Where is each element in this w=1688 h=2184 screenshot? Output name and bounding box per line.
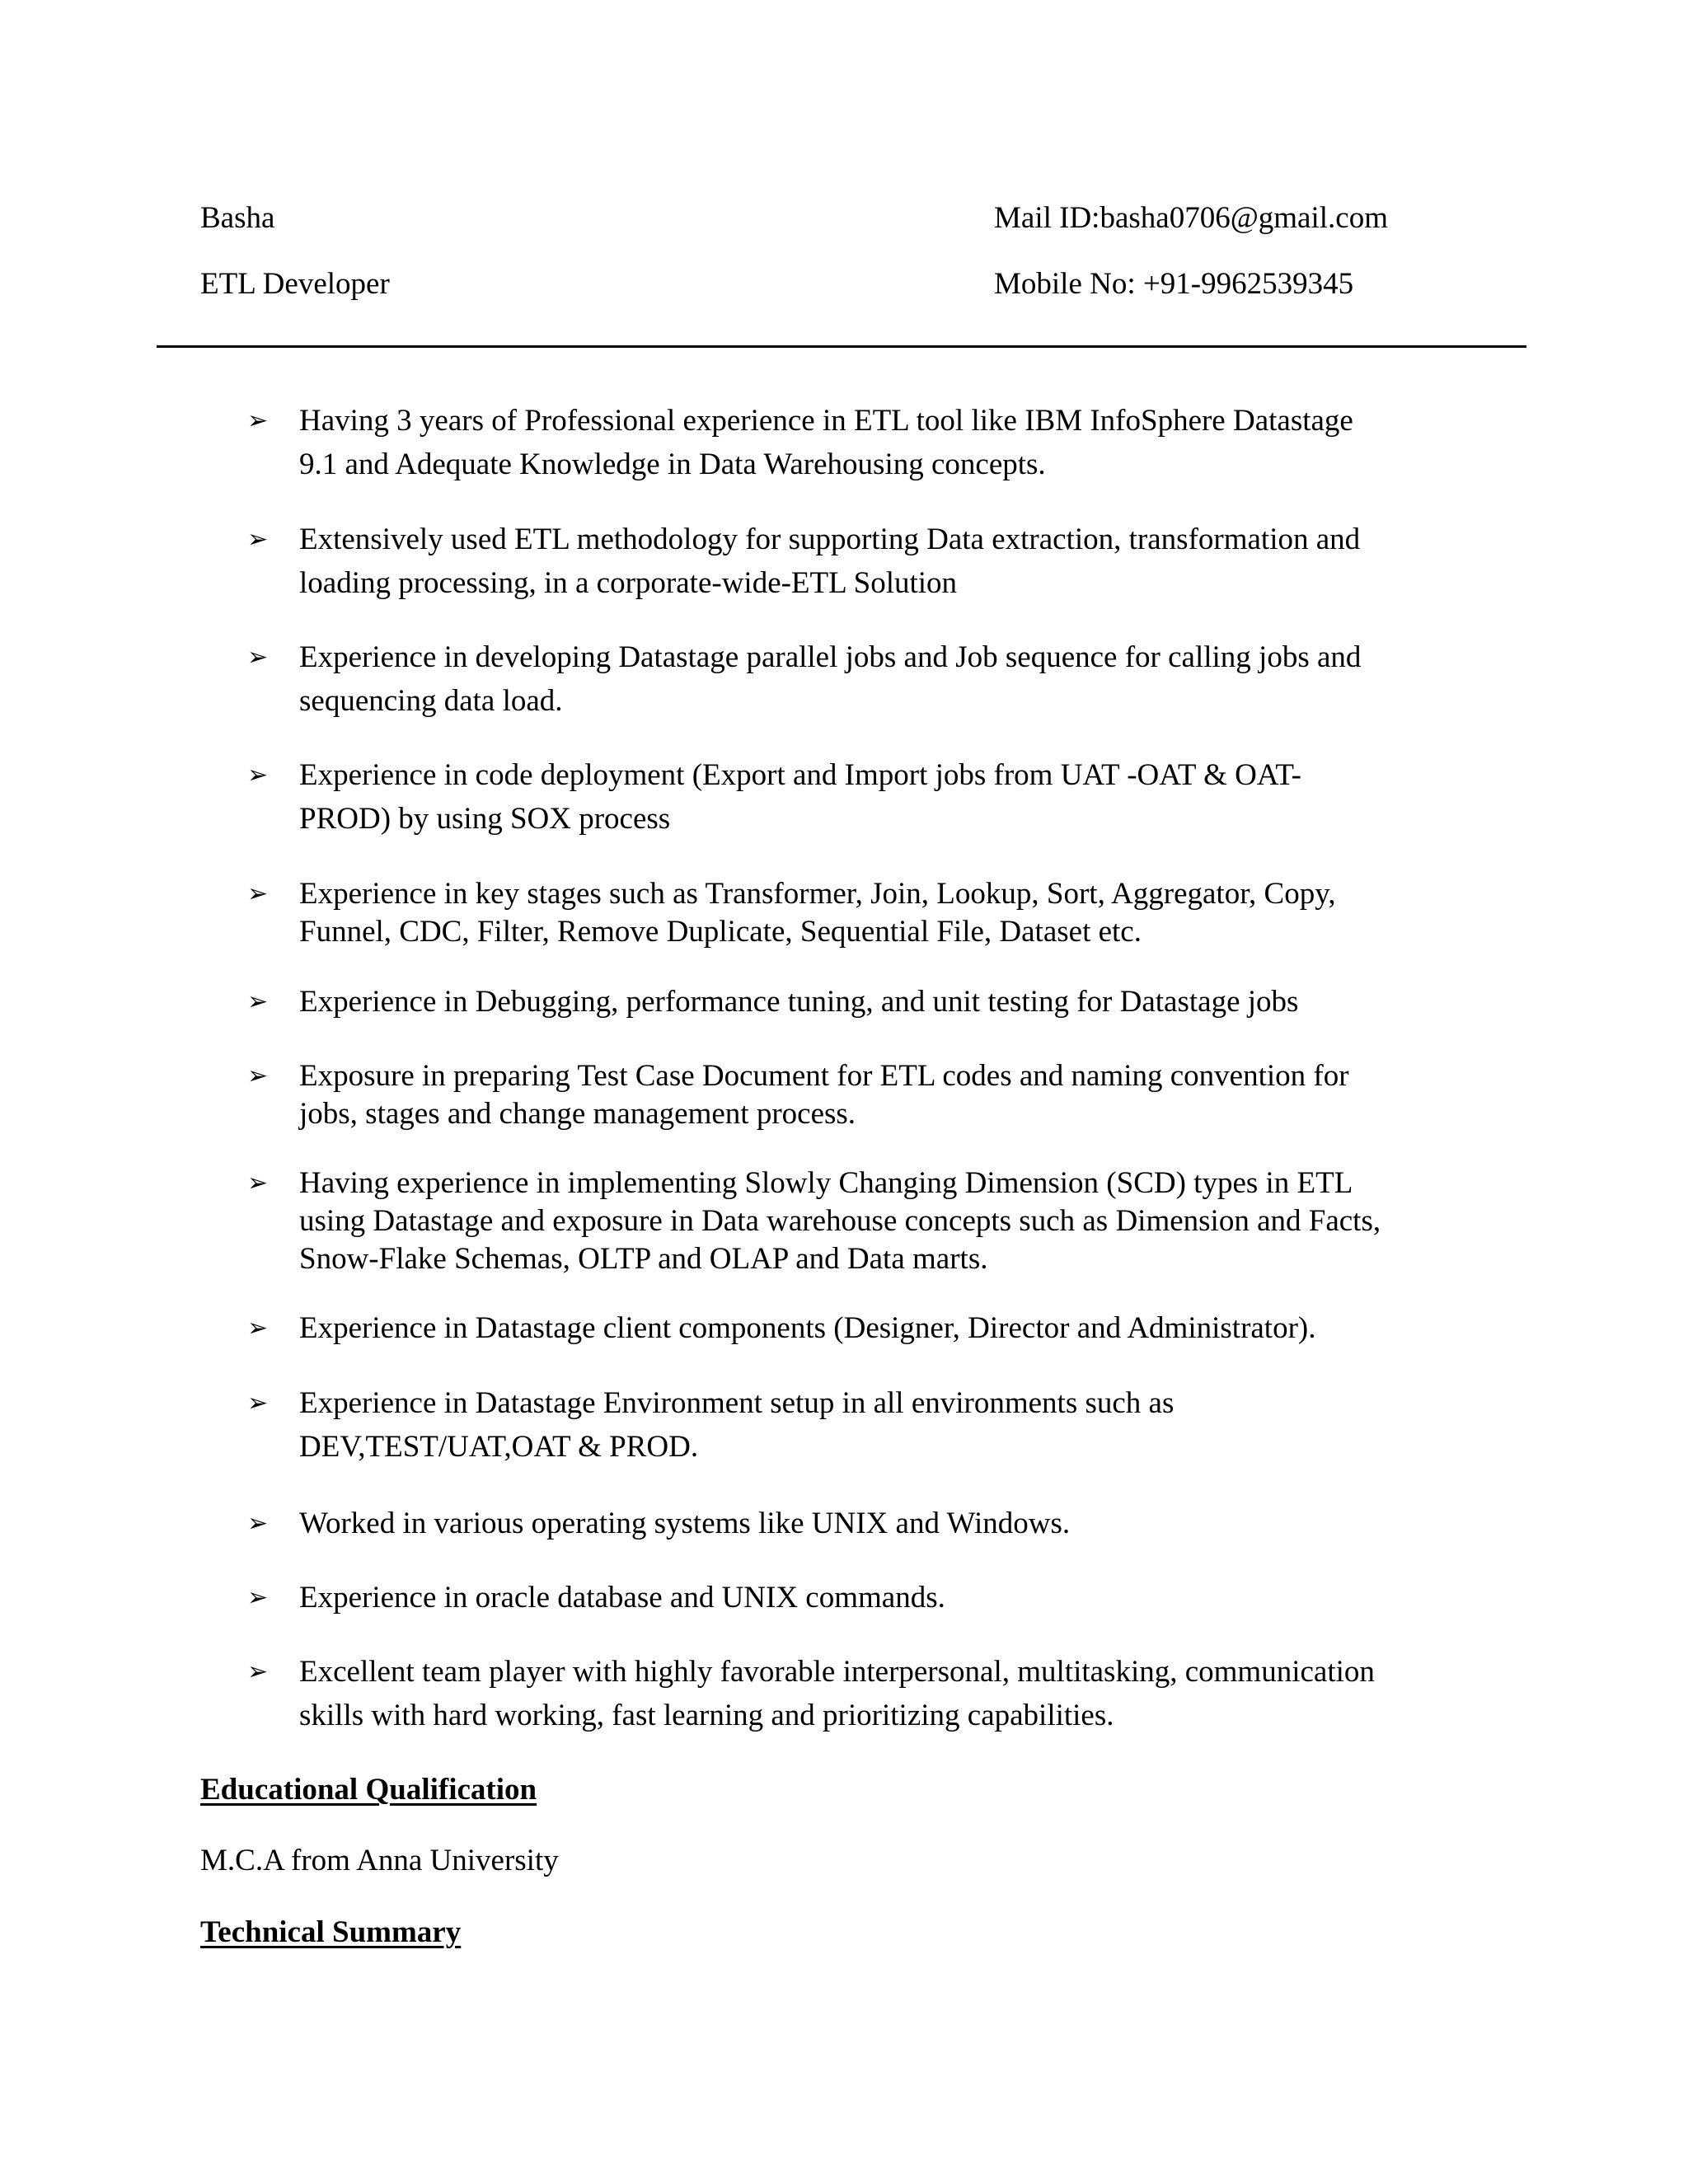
technical-summary-heading: Technical Summary [200,1915,462,1949]
arrow-bullet-icon: ➢ [247,761,269,790]
arrow-bullet-icon: ➢ [247,879,269,908]
bullet-text: Experience in code deployment (Export and Import jobs from UAT -OAT & OAT- PROD) by using SOX process [299,758,1301,836]
education-heading: Educational Qualification [200,1773,537,1807]
mail-id: Mail ID:basha0706@gmail.com [994,201,1388,235]
arrow-bullet-icon: ➢ [247,1169,269,1197]
arrow-bullet-icon: ➢ [247,1583,269,1612]
arrow-bullet-icon: ➢ [247,525,269,554]
bullet-text: Extensively used ETL methodology for supporting Data extraction, transformation and loading processing, in a corporate-wide-ETL Solution [299,523,1361,600]
bullet-text: Experience in Datastage Environment setup in all environments such as DEV,TEST/UAT,OAT & PROD. [299,1386,1175,1464]
bullet-text: Having experience in implementing Slowly Changing Dimension (SCD) types in ETL using Datastage and exposure in Data warehouse concepts such as Dimension and Facts, Snow-Flake Schemas, OLTP and OLAP and Data marts. [299,1166,1381,1276]
arrow-bullet-icon: ➢ [247,987,269,1016]
bullet-text: Worked in various operating systems like UNIX and Windows. [299,1507,1071,1540]
bullet-text: Excellent team player with highly favorable interpersonal, multitasking, communication skills with hard working, fast learning and prioritizing capabilities. [299,1655,1375,1732]
bullet-text: Experience in Debugging, performance tuning, and unit testing for Datastage jobs [299,985,1299,1019]
arrow-bullet-icon: ➢ [247,406,269,435]
arrow-bullet-icon: ➢ [247,1509,269,1538]
arrow-bullet-icon: ➢ [247,1062,269,1090]
job-title: ETL Developer [200,267,390,301]
bullet-text: Experience in oracle database and UNIX commands. [299,1581,945,1615]
arrow-bullet-icon: ➢ [247,643,269,672]
bullet-text: Experience in Datastage client components (Designer, Director and Administrator). [299,1311,1316,1345]
header-divider [157,345,1526,348]
bullet-text: Experience in developing Datastage parallel jobs and Job sequence for calling jobs and sequencing data load. [299,640,1362,718]
education-text: M.C.A from Anna University [200,1844,559,1877]
mobile-number: Mobile No: +91-9962539345 [994,267,1354,301]
bullet-text: Experience in key stages such as Transformer, Join, Lookup, Sort, Aggregator, Copy, Funnel, CDC, Filter, Remove Duplicate, Sequential File, Dataset etc. [299,877,1336,949]
arrow-bullet-icon: ➢ [247,1389,269,1418]
arrow-bullet-icon: ➢ [247,1657,269,1686]
candidate-name: Basha [200,201,275,235]
arrow-bullet-icon: ➢ [247,1314,269,1343]
bullet-text: Exposure in preparing Test Case Document for ETL codes and naming convention for jobs, stages and change management process. [299,1059,1349,1131]
bullet-text: Having 3 years of Professional experience in ETL tool like IBM InfoSphere Datastage 9.1 and Adequate Knowledge in Data Warehousing concepts. [299,404,1353,481]
